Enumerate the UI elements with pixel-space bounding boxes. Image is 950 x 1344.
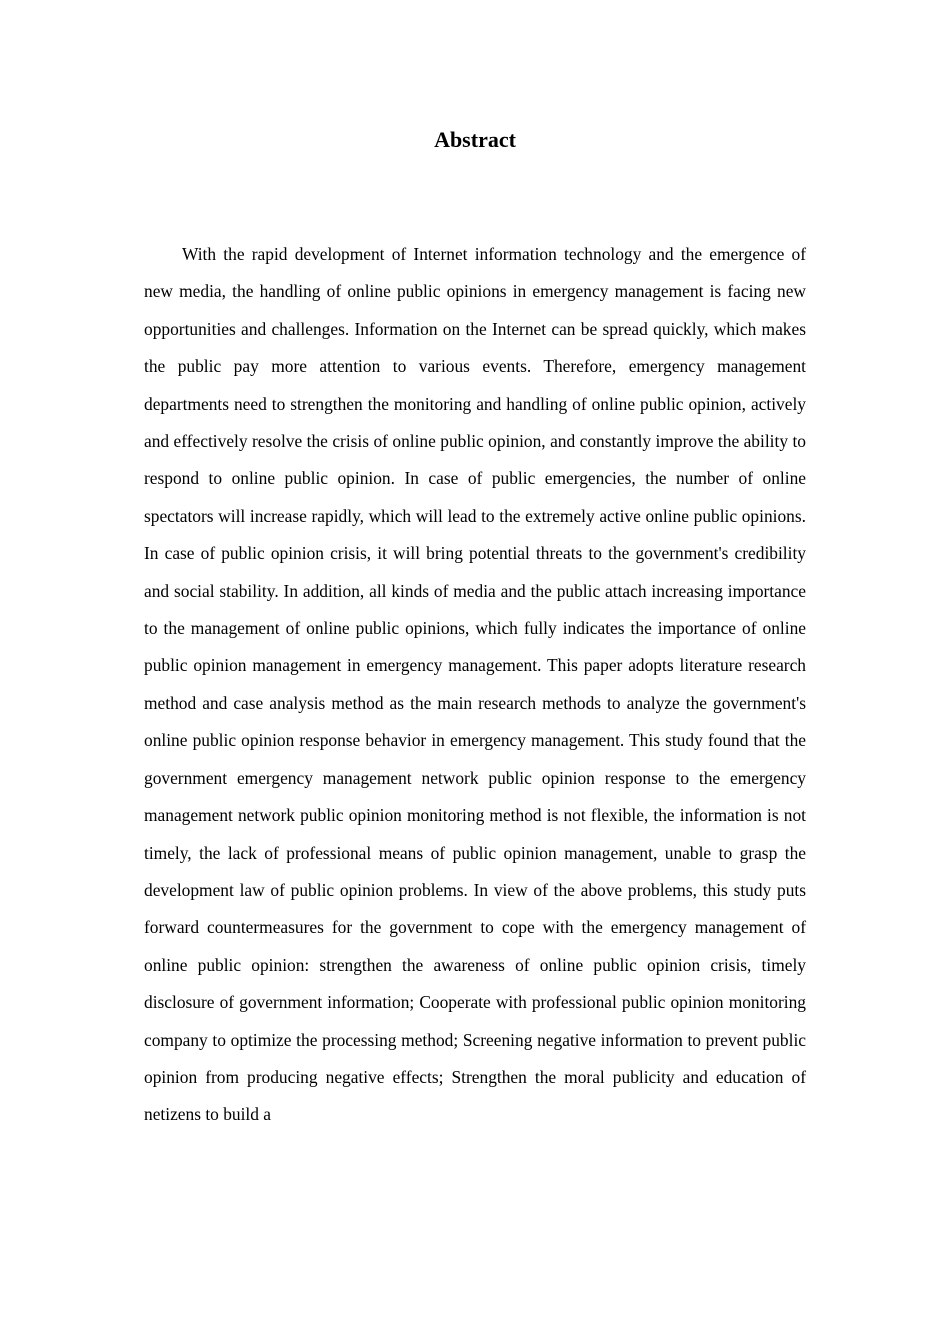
abstract-paragraph: With the rapid development of Internet information technology and the emergence of new media, the handling of online public opinions in emergency management is facing new opportunities and challenges. Information on the Internet can be spread quickly, which makes the public pay more attention to various events. Therefore, emergency management departments need to strengthen the monitoring and handling of online public opinion, actively and effectively resolve the crisis of online public opinion, and constantly improve the ability to respond to online public opinion. In case of public emergencies, the number of online spectators will increase rapidly, which will lead to the extremely active online public opinions. In case of public opinion crisis, it will bring potential threats to the government's credibility and social stability. In addition, all kinds of media and the public attach increasing importance to the management of online public opinions, which fully indicates the importance of online public opinion management in emergency management. This paper adopts literature research method and case analysis method as the main research methods to analyze the government's online public opinion response behavior in emergency management. This study found that the government emergency management network public opinion response to the emergency management network public opinion monitoring method is not flexible, the information is not timely, the lack of professional means of public opinion management, unable to grasp the development law of public opinion problems. In view of the above problems, this study puts forward countermeasures for the government to cope with the emergency management of online public opinion: strengthen the awareness of online public opinion crisis, timely disclosure of government information; Cooperate with professional public opinion monitoring company to optimize the processing method; Screening negative information to prevent public opinion from producing negative effects; Strengthen the moral publicity and education of netizens to build a [144, 244, 806, 1125]
abstract-heading: Abstract [434, 127, 516, 152]
